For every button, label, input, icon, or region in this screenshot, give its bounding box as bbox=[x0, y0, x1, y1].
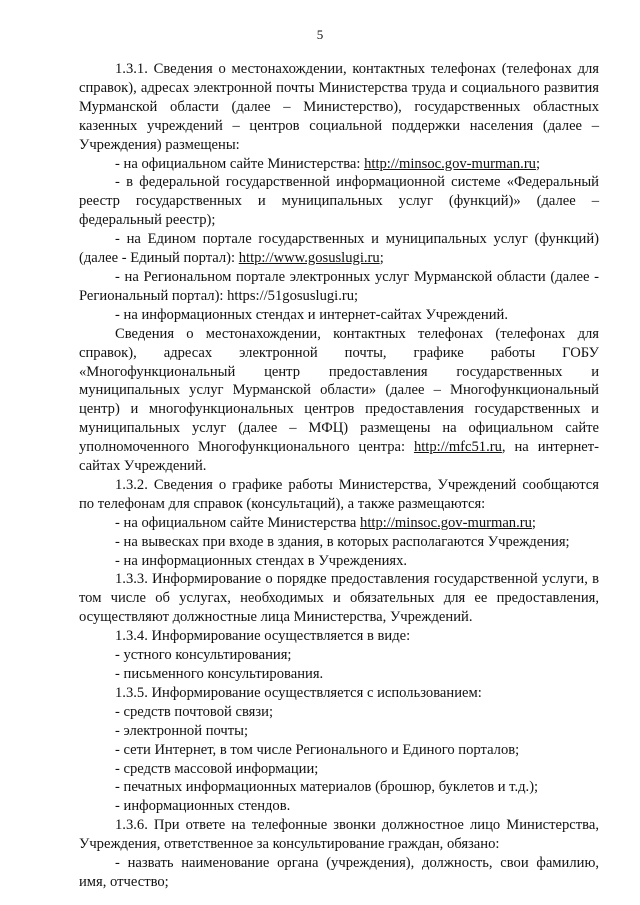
paragraph-text: - печатных информационных материалов (брошюр, буклетов и т.д.); bbox=[115, 779, 539, 796]
paragraph-text: Сведения о местонахождении, контактных телефонах (телефонах для справок), адресах электронной почты, графике работы ГОБУ «Многофункциональный центр предоставления государственных и муниципальных услуг Мурманской области» (далее – Многофункциональный центр) и многофункциональных центров предоставления государственных и муниципальных услуг (далее – МФЦ) размещены на официальном сайте уполномоченного Многофункционального центра: bbox=[79, 325, 599, 456]
paragraph bbox=[79, 268, 599, 306]
paragraph-text: - на Едином портале государственных и муниципальных услуг (функций) (далее - Единый портал): bbox=[79, 231, 599, 267]
document-body bbox=[79, 60, 599, 892]
paragraph-text: - электронной почты; bbox=[115, 722, 248, 739]
paragraph-text: ; bbox=[379, 250, 384, 267]
paragraph-text: 1.3.4. Информирование осуществляется в виде: bbox=[115, 628, 411, 645]
paragraph bbox=[79, 533, 599, 552]
url-link[interactable]: http://minsoc.gov-murman.ru bbox=[360, 514, 532, 531]
paragraph-text: 1.3.5. Информирование осуществляется с использованием: bbox=[115, 684, 482, 701]
paragraph bbox=[79, 325, 599, 476]
url-link[interactable]: http://minsoc.gov-murman.ru bbox=[364, 155, 536, 172]
paragraph bbox=[79, 306, 599, 325]
paragraph bbox=[79, 722, 599, 741]
paragraph bbox=[79, 570, 599, 627]
page-number: 5 bbox=[316, 27, 324, 42]
paragraph-text: - на информационных стендах в Учреждениях. bbox=[115, 552, 408, 569]
paragraph bbox=[79, 173, 599, 230]
paragraph-text: 1.3.6. При ответе на телефонные звонки должностное лицо Министерства, Учреждения, ответственное за консультирование граждан, обязано: bbox=[79, 817, 599, 853]
paragraph-text: - устного консультирования; bbox=[115, 647, 292, 664]
paragraph bbox=[79, 703, 599, 722]
paragraph bbox=[79, 476, 599, 514]
paragraph-text: - на Региональном портале электронных услуг Мурманской области (далее - Региональный портал): https://51gosuslugi.ru; bbox=[79, 268, 599, 304]
url-link[interactable]: http://mfc51.ru bbox=[413, 439, 502, 456]
paragraph bbox=[79, 155, 599, 174]
paragraph-text: - письменного консультирования. bbox=[115, 666, 324, 682]
url-link[interactable]: http://www.gosuslugi.ru bbox=[238, 250, 380, 267]
paragraph-text: - средств почтовой связи; bbox=[115, 703, 274, 720]
paragraph bbox=[79, 552, 599, 571]
paragraph bbox=[79, 760, 599, 779]
paragraph-text: 1.3.2. Сведения о графике работы Министерства, Учреждений сообщаются по телефонам для справок (консультаций), а также размещаются: bbox=[79, 476, 599, 512]
paragraph-text: ; bbox=[535, 155, 541, 172]
paragraph bbox=[79, 741, 599, 760]
paragraph bbox=[79, 514, 599, 533]
paragraph-text: ; bbox=[531, 514, 536, 531]
paragraph bbox=[79, 854, 599, 892]
paragraph-text: - на официальном сайте Министерства: bbox=[115, 155, 365, 172]
paragraph-text: - на информационных стендах и интернет-сайтах Учреждений. bbox=[115, 306, 508, 323]
paragraph bbox=[79, 797, 599, 816]
paragraph-text: , на интернет-сайтах Учреждений. bbox=[79, 439, 599, 475]
paragraph bbox=[79, 627, 599, 646]
paragraph bbox=[79, 816, 599, 854]
paragraph-text: - назвать наименование органа (учреждения), должность, свои фамилию, имя, отчество; bbox=[79, 855, 599, 890]
paragraph-text: - в федеральной государственной информационной системе «Федеральный реестр государственных и муниципальных услуг (функций)» (далее – федеральный реестр); bbox=[79, 174, 599, 229]
paragraph-text: 1.3.3. Информирование о порядке предоставления государственной услуги, в том числе об услугах, необходимых и обязательных для ее предоставления, осуществляют должностные лица Министерства, Учреждений. bbox=[79, 571, 599, 626]
paragraph bbox=[79, 684, 599, 703]
paragraph bbox=[79, 665, 599, 684]
paragraph-text: - информационных стендов. bbox=[115, 798, 291, 815]
paragraph-text: - на официальном сайте Министерства bbox=[115, 514, 361, 531]
paragraph bbox=[79, 778, 599, 797]
paragraph-text: 1.3.1. Сведения о местонахождении, контактных телефонах (телефонах для справок), адресах электронной почты Министерства труда и социального развития Мурманской области (далее – Министерство), государственных областных казенных учреждений – центров социальной поддержки населения (далее – Учреждения) размещены: bbox=[79, 61, 599, 153]
paragraph-text: - средств массовой информации; bbox=[115, 760, 319, 777]
paragraph bbox=[79, 230, 599, 268]
paragraph-text: - сети Интернет, в том числе Регионального и Единого порталов; bbox=[115, 741, 520, 758]
paragraph bbox=[79, 646, 599, 665]
paragraph-text: - на вывесках при входе в здания, в которых располагаются Учреждения; bbox=[115, 533, 570, 550]
paragraph bbox=[79, 60, 599, 155]
